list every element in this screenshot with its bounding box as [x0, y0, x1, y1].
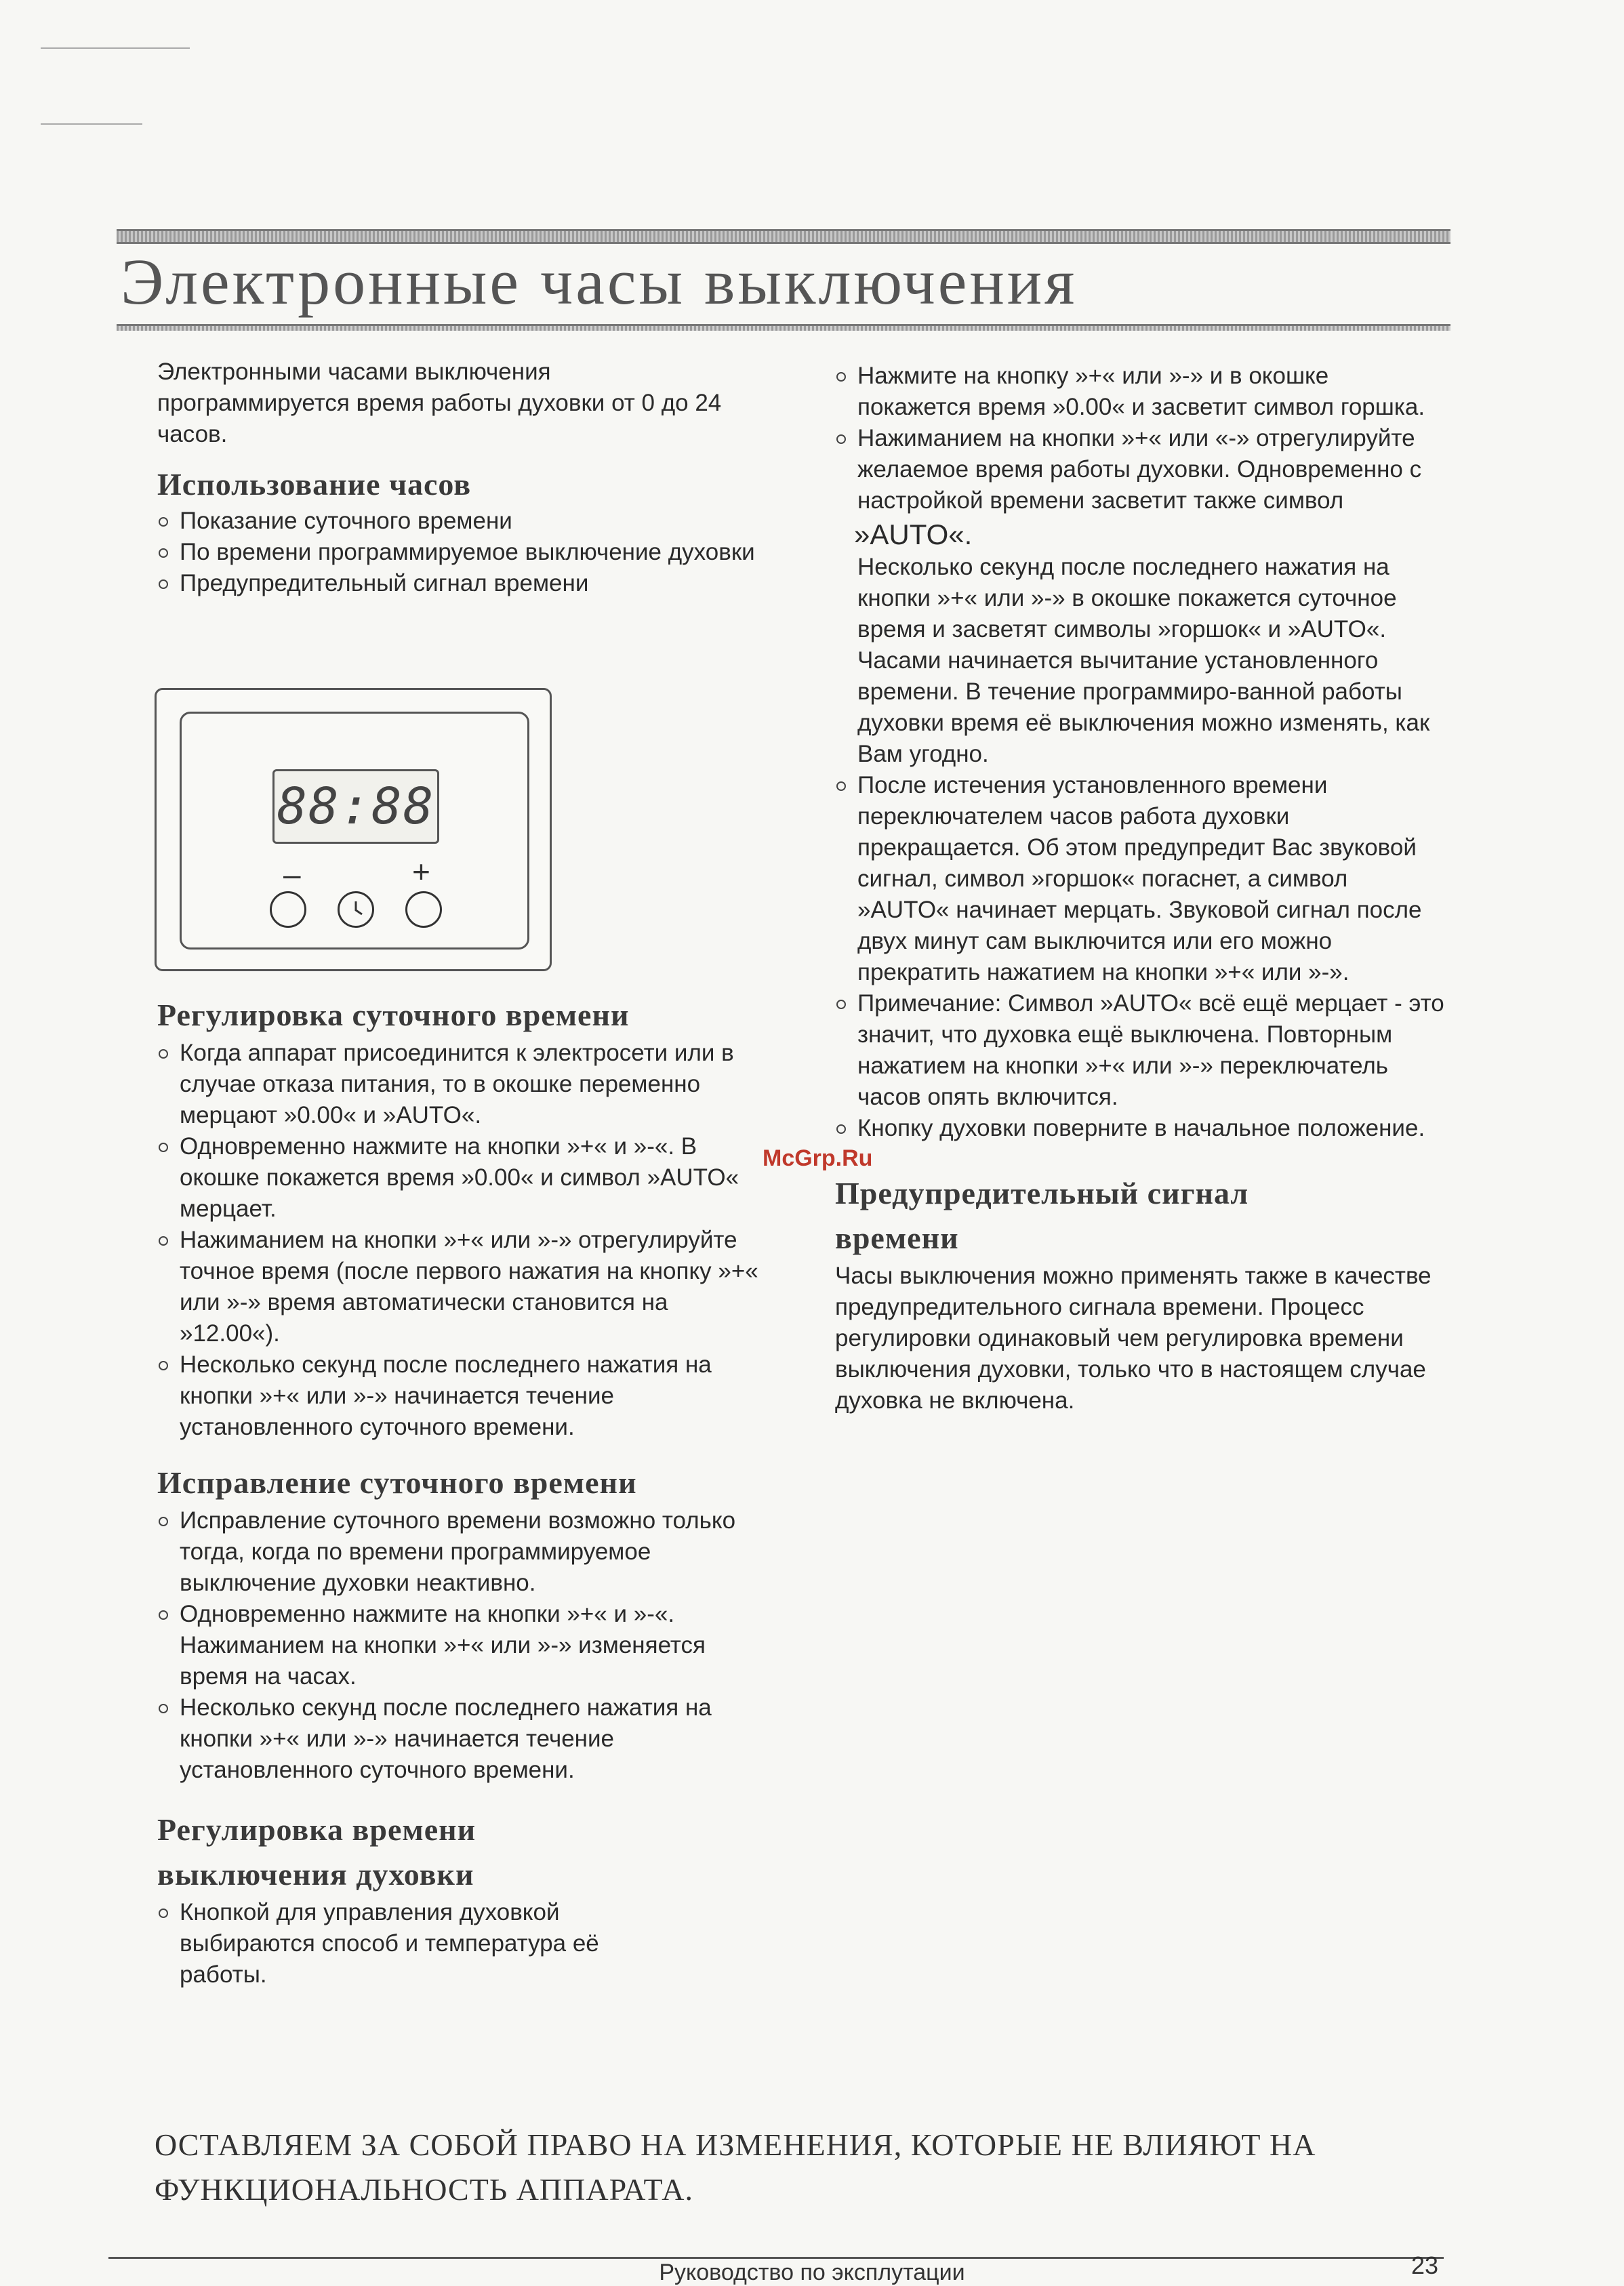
list-item: Примечание: Символ »AUTO« всё ещё мерцает - это значит, что духовка ещё выключена. Повторным нажатием на кнопки »+« или »-» переключатель часов опять включится.	[835, 988, 1445, 1113]
usage-list	[157, 506, 767, 599]
usage-heading: Использование часов	[157, 467, 472, 502]
disclaimer: ОСТАВЛЯЕМ ЗА СОБОЙ ПРАВО НА ИЗМЕНЕНИЯ, КОТОРЫЕ НЕ ВЛИЯЮТ НА ФУНКЦИОНАЛЬНОСТЬ АППАРАТА.	[155, 2127, 1316, 2207]
warning-heading-line2: времени	[835, 1221, 959, 1255]
minus-label: –	[283, 857, 301, 892]
warning-signal-heading	[835, 1171, 1452, 1261]
list-item: Нажиманием на кнопки »+« или »-» отрегулируйте точное время (после первого нажатия на кнопку »+« или »-» время автоматически становится на »12.00«).	[157, 1225, 760, 1349]
footer-rule	[108, 2257, 1444, 2259]
left-column	[157, 356, 767, 599]
shutoff-setting-list	[157, 1897, 672, 1991]
list-item: Показание суточного времени	[157, 506, 767, 537]
plus-button	[405, 891, 442, 928]
page-number: 23	[1411, 2251, 1439, 2279]
clock-button	[338, 891, 374, 928]
list-item: Одновременно нажмите на кнопки »+« и »-«. Нажиманием на кнопки »+« или »-» изменяется время на часах.	[157, 1599, 760, 1692]
shutoff-heading-line1: Регулировка времени	[157, 1812, 476, 1847]
list-item: Когда аппарат присоединится к электросети или в случае отказа питания, то в окошке переменно мерцают »0.00« и »AUTO«.	[157, 1038, 760, 1131]
right-column	[835, 361, 1452, 1416]
page-title: Электронные часы выключения	[121, 245, 1078, 318]
clock-panel-illustration	[155, 688, 552, 971]
shutoff-setting-heading	[157, 1808, 767, 1897]
intro-paragraph: Электронными часами выключения программируется время работы духовки от 0 до 24 часов.	[157, 359, 722, 447]
header-rule-lower	[117, 324, 1450, 331]
header-rule-upper	[117, 229, 1450, 244]
minus-button	[270, 891, 306, 928]
list-item: Нажмите на кнопку »+« или »-» и в окошке покажется время »0.00« и засветит символ горшка.	[835, 361, 1445, 423]
list-item: Предупредительный сигнал времени	[157, 568, 767, 599]
daytime-correction-heading: Исправление суточного времени	[157, 1465, 637, 1500]
daytime-setting-list	[157, 1038, 760, 1443]
shutoff-end-list	[835, 770, 1445, 1144]
daytime-correction-list	[157, 1505, 760, 1786]
plus-label: +	[412, 854, 430, 889]
list-item: После истечения установленного времени переключателем часов работа духовки прекращается. Об этом предупредит Вас звуковой сигнал, символ »горшок« погаснет, а символ »AUTO« начинает мерцать. Звуковой сигнал после двух минут сам выключится или его можно прекратить нажатием на кнопки »+« или »-».	[835, 770, 1445, 988]
list-item: Несколько секунд после последнего нажатия на кнопки »+« или »-» начинается течение установленного суточного времени.	[157, 1692, 760, 1786]
clock-icon	[340, 893, 372, 926]
watermark: McGrp.Ru	[763, 1145, 873, 1171]
warning-heading-line1: Предупредительный сигнал	[835, 1176, 1249, 1210]
list-item: Исправление суточного времени возможно только тогда, когда по времени программируемое выключение духовки неактивно.	[157, 1505, 760, 1599]
list-item: По времени программируемое выключение духовки	[157, 537, 767, 568]
shutoff-heading-line2: выключения духовки	[157, 1857, 474, 1892]
list-item: Одновременно нажмите на кнопки »+« и »-«. В окошке покажется время »0.00« и символ »AUTO« мерцает.	[157, 1131, 760, 1225]
countdown-paragraph: Несколько секунд после последнего нажатия на кнопки »+« или »-» в окошке покажется суточное время и засветят символы »горшок« и »AUTO«. Часами начинается вычитание установленного времени. В течение программиро-ванной работы духовки время её выключения можно изменять, как Вам угодно.	[857, 554, 1430, 767]
auto-symbol-text: »AUTO«.	[854, 518, 973, 550]
footer-manual-title: Руководство по эксплутации	[659, 2260, 965, 2285]
clock-panel-frame	[180, 712, 529, 950]
list-item: Нажиманием на кнопки »+« или «-» отрегулируйте желаемое время работы духовки. Одновременно с настройкой времени засветит также символ	[835, 423, 1445, 516]
daytime-setting-heading: Регулировка суточного времени	[157, 998, 630, 1032]
list-item: Кнопкой для управления духовкой выбираются способ и температура её работы.	[157, 1897, 672, 1991]
warning-signal-paragraph: Часы выключения можно применять также в качестве предупредительного сигнала времени. Процесс регулировки одинаковый чем регулировка времени выключения духовки, только что в настоящем случае духовка не включена.	[835, 1263, 1432, 1414]
left-column-lower	[157, 993, 767, 1991]
scan-artifact-line	[41, 47, 190, 49]
clock-display-digits: 88:88	[277, 777, 435, 836]
list-item: Несколько секунд после последнего нажатия на кнопки »+« или »-» начинается течение установленного суточного времени.	[157, 1349, 760, 1443]
list-item: Кнопку духовки поверните в начальное положение.	[835, 1113, 1445, 1144]
shutoff-steps-list	[835, 361, 1445, 516]
clock-display	[272, 769, 439, 844]
scan-artifact-line	[41, 123, 142, 125]
